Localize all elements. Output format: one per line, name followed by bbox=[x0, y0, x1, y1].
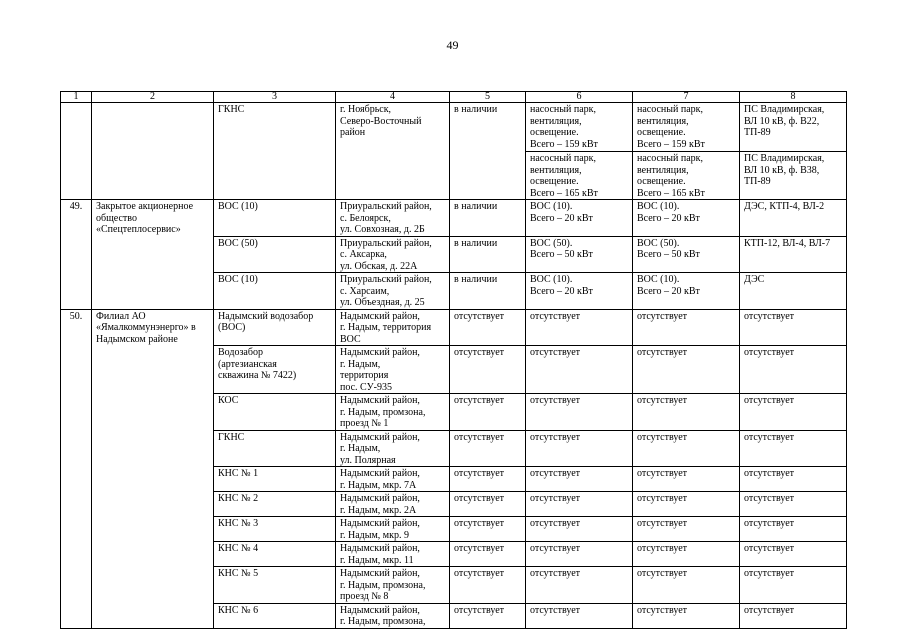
cell-col8 bbox=[740, 467, 847, 492]
cell-col8-text: отсутствует bbox=[744, 347, 795, 358]
cell-address-text: Надымский район, г. Надым, ул. Полярная bbox=[340, 431, 420, 466]
cell-organization-text: Филиал АО «Ямалкоммунэнерго» в Надымском районе bbox=[96, 310, 196, 345]
cell-object bbox=[214, 103, 336, 200]
cell-availability-text: отсутствует bbox=[454, 568, 505, 579]
cell-availability-text: в наличии bbox=[454, 274, 498, 285]
cell-address-text: Приуральский район, с. Белоярск, ул. Совхозная, д. 2Б bbox=[340, 201, 432, 235]
cell-col7-text: ВОС (10). Всего – 20 кВт bbox=[637, 201, 700, 224]
cell-object-text: Водозабор (артезианская скважина № 7422) bbox=[218, 347, 297, 381]
cell-object-text: ВОС (10) bbox=[218, 201, 258, 212]
cell-col6-text: отсутствует bbox=[530, 568, 581, 579]
cell-object-text: ВОС (50) bbox=[218, 237, 258, 249]
table-row bbox=[61, 103, 847, 152]
cell-address-text: Надымский район, г. Надым, мкр. 7А bbox=[340, 468, 420, 491]
cell-address bbox=[336, 200, 450, 237]
cell-object bbox=[214, 517, 336, 542]
cell-col6-text: отсутствует bbox=[530, 431, 581, 443]
cell-address bbox=[336, 394, 450, 431]
cell-col7 bbox=[633, 517, 740, 542]
cell-col6 bbox=[526, 346, 633, 394]
cell-col8 bbox=[740, 542, 847, 567]
cell-availability-text: отсутствует bbox=[454, 518, 505, 529]
cell-object-text: КОС bbox=[218, 395, 239, 406]
cell-col7 bbox=[633, 430, 740, 467]
cell-address-text: Надымский район, г. Надым, промзона, проезд № 1 bbox=[340, 395, 426, 429]
cell-object bbox=[214, 567, 336, 604]
cell-col6-text: отсутствует bbox=[530, 310, 581, 322]
cell-availability bbox=[450, 603, 526, 628]
cell-col8-text: отсутствует bbox=[744, 431, 795, 443]
cell-col8-text: ДЭС, КТП-4, ВЛ-2 bbox=[744, 201, 825, 212]
cell-availability-text: отсутствует bbox=[454, 468, 505, 479]
cell-organization-text: Закрытое акционерное общество «Спецтеплосервис» bbox=[96, 201, 194, 235]
cell-object-text: КНС № 5 bbox=[218, 568, 259, 579]
table-body bbox=[61, 92, 847, 629]
cell-address bbox=[336, 603, 450, 628]
cell-organization bbox=[92, 200, 214, 310]
cell-availability-text: в наличии bbox=[454, 104, 498, 115]
cell-availability bbox=[450, 567, 526, 604]
cell-col7-text: отсутствует bbox=[637, 395, 688, 406]
cell-col8-text: КТП-12, ВЛ-4, ВЛ-7 bbox=[744, 237, 831, 249]
cell-object-text: КНС № 6 bbox=[218, 604, 259, 616]
cell-col6 bbox=[526, 394, 633, 431]
table-row bbox=[61, 309, 847, 346]
column-header: 3 bbox=[214, 92, 336, 103]
cell-col8 bbox=[740, 517, 847, 542]
cell-availability bbox=[450, 517, 526, 542]
cell-col7-text: отсутствует bbox=[637, 431, 688, 443]
cell-col6-text: отсутствует bbox=[530, 604, 581, 616]
column-header: 7 bbox=[633, 92, 740, 103]
cell-col6-text: отсутствует bbox=[530, 347, 581, 358]
cell-col6-text: ВОС (10). Всего – 20 кВт bbox=[530, 274, 593, 297]
cell-col6-text: отсутствует bbox=[530, 493, 581, 504]
cell-col7 bbox=[633, 152, 740, 200]
cell-col7 bbox=[633, 346, 740, 394]
cell-col6 bbox=[526, 467, 633, 492]
cell-object bbox=[214, 236, 336, 273]
cell-address-text: Надымский район, г. Надым, мкр. 9 bbox=[340, 518, 420, 541]
cell-object bbox=[214, 273, 336, 310]
cell-organization bbox=[92, 103, 214, 200]
cell-address bbox=[336, 567, 450, 604]
cell-number-text: 50. bbox=[69, 310, 83, 322]
cell-availability-text: отсутствует bbox=[454, 493, 505, 504]
cell-col6-text: насосный парк, вентиляция, освещение. Всего – 165 кВт bbox=[530, 153, 598, 199]
cell-col8 bbox=[740, 430, 847, 467]
cell-address-text: Надымский район, г. Надым, мкр. 11 bbox=[340, 543, 420, 566]
cell-col6-text: ВОС (10). Всего – 20 кВт bbox=[530, 201, 593, 224]
cell-col7 bbox=[633, 236, 740, 273]
table-row bbox=[61, 200, 847, 237]
cell-object-text: КНС № 2 bbox=[218, 493, 259, 504]
cell-address bbox=[336, 346, 450, 394]
table-header-row bbox=[61, 92, 847, 103]
cell-col6 bbox=[526, 492, 633, 517]
cell-address-text: Надымский район, г. Надым, территория пос. СУ-935 bbox=[340, 347, 420, 393]
cell-col7-text: отсутствует bbox=[637, 468, 688, 479]
cell-col6 bbox=[526, 309, 633, 346]
cell-col7 bbox=[633, 492, 740, 517]
cell-availability bbox=[450, 309, 526, 346]
cell-col6-text: отсутствует bbox=[530, 518, 581, 529]
cell-col6 bbox=[526, 430, 633, 467]
cell-col6 bbox=[526, 200, 633, 237]
cell-col7-text: отсутствует bbox=[637, 543, 688, 554]
cell-availability bbox=[450, 394, 526, 431]
cell-object bbox=[214, 394, 336, 431]
cell-col8 bbox=[740, 567, 847, 604]
cell-col6-text: ВОС (50). Всего – 50 кВт bbox=[530, 237, 593, 260]
cell-number bbox=[61, 309, 92, 628]
cell-availability bbox=[450, 492, 526, 517]
cell-col8-text: отсутствует bbox=[744, 518, 795, 529]
cell-availability-text: отсутствует bbox=[454, 310, 505, 322]
cell-col8-text: отсутствует bbox=[744, 395, 795, 406]
cell-object-text: ВОС (10) bbox=[218, 274, 258, 285]
cell-object bbox=[214, 603, 336, 628]
cell-col6-text: отсутствует bbox=[530, 395, 581, 406]
cell-col6 bbox=[526, 236, 633, 273]
cell-address-text: г. Ноябрьск, Северо-Восточный район bbox=[340, 104, 422, 138]
cell-object bbox=[214, 430, 336, 467]
cell-col6 bbox=[526, 103, 633, 152]
cell-object-text: КНС № 4 bbox=[218, 543, 259, 554]
cell-availability-text: отсутствует bbox=[454, 431, 505, 443]
cell-col8 bbox=[740, 200, 847, 237]
page-number: 49 bbox=[446, 38, 459, 52]
cell-col8-text: ДЭС bbox=[744, 274, 765, 285]
cell-col8-text: отсутствует bbox=[744, 568, 795, 579]
cell-address-text: Надымский район, г. Надым, промзона, проезд № 8 bbox=[340, 568, 426, 602]
cell-col7-text: отсутствует bbox=[637, 568, 688, 579]
cell-col8-text: отсутствует bbox=[744, 604, 795, 616]
cell-availability bbox=[450, 236, 526, 273]
cell-address bbox=[336, 273, 450, 310]
cell-address bbox=[336, 236, 450, 273]
cell-object bbox=[214, 542, 336, 567]
cell-col6-text: насосный парк, вентиляция, освещение. Всего – 159 кВт bbox=[530, 104, 598, 150]
cell-col8 bbox=[740, 394, 847, 431]
cell-availability-text: отсутствует bbox=[454, 604, 505, 616]
cell-address bbox=[336, 309, 450, 346]
cell-col6-text: отсутствует bbox=[530, 468, 581, 479]
data-table bbox=[60, 91, 847, 629]
cell-availability-text: отсутствует bbox=[454, 395, 505, 406]
column-header: 8 bbox=[740, 92, 847, 103]
cell-address-text: Надымский район, г. Надым, промзона, bbox=[340, 604, 426, 627]
cell-col7-text: насосный парк, вентиляция, освещение. Всего – 159 кВт bbox=[637, 104, 705, 150]
cell-number-text: 49. bbox=[69, 201, 83, 212]
cell-col7-text: отсутствует bbox=[637, 604, 688, 616]
cell-col8 bbox=[740, 236, 847, 273]
cell-organization bbox=[92, 309, 214, 628]
cell-object bbox=[214, 467, 336, 492]
cell-availability-text: в наличии bbox=[454, 237, 498, 249]
cell-availability-text: отсутствует bbox=[454, 543, 505, 554]
cell-object bbox=[214, 492, 336, 517]
cell-object bbox=[214, 309, 336, 346]
cell-col7 bbox=[633, 394, 740, 431]
column-header: 4 bbox=[336, 92, 450, 103]
cell-col7 bbox=[633, 309, 740, 346]
cell-col6 bbox=[526, 542, 633, 567]
cell-col8 bbox=[740, 492, 847, 517]
cell-col8-text: ПС Владимирская, ВЛ 10 кВ, ф. В22, ТП-89 bbox=[744, 104, 825, 138]
cell-col8 bbox=[740, 346, 847, 394]
cell-col8-text: отсутствует bbox=[744, 543, 795, 554]
cell-availability bbox=[450, 200, 526, 237]
column-header: 1 bbox=[61, 92, 92, 103]
cell-object-text: КНС № 3 bbox=[218, 518, 259, 529]
cell-address-text: Надымский район, г. Надым, мкр. 2А bbox=[340, 493, 420, 516]
cell-col6 bbox=[526, 517, 633, 542]
cell-object bbox=[214, 200, 336, 237]
cell-col7 bbox=[633, 603, 740, 628]
cell-col7-text: отсутствует bbox=[637, 347, 688, 358]
cell-col7-text: отсутствует bbox=[637, 493, 688, 504]
cell-object-text: Надымский водозабор (ВОС) bbox=[218, 310, 314, 333]
cell-col8-text: отсутствует bbox=[744, 468, 795, 479]
cell-col8 bbox=[740, 309, 847, 346]
cell-col7-text: отсутствует bbox=[637, 518, 688, 529]
cell-col8 bbox=[740, 603, 847, 628]
cell-number bbox=[61, 103, 92, 200]
cell-availability bbox=[450, 467, 526, 492]
cell-number bbox=[61, 200, 92, 310]
cell-col8 bbox=[740, 273, 847, 310]
cell-address bbox=[336, 103, 450, 200]
cell-col7 bbox=[633, 273, 740, 310]
cell-availability bbox=[450, 273, 526, 310]
cell-col7 bbox=[633, 467, 740, 492]
cell-col7-text: ВОС (10). Всего – 20 кВт bbox=[637, 274, 700, 297]
cell-col8-text: ПС Владимирская, ВЛ 10 кВ, ф. В38, ТП-89 bbox=[744, 153, 825, 187]
cell-col8 bbox=[740, 152, 847, 200]
column-header: 2 bbox=[92, 92, 214, 103]
cell-address-text: Приуральский район, с. Харсаим, ул. Объездная, д. 25 bbox=[340, 274, 432, 308]
cell-address bbox=[336, 492, 450, 517]
column-header: 5 bbox=[450, 92, 526, 103]
cell-object-text: ГКНС bbox=[218, 104, 245, 115]
cell-col7 bbox=[633, 542, 740, 567]
cell-address bbox=[336, 542, 450, 567]
cell-address bbox=[336, 467, 450, 492]
cell-col6-text: отсутствует bbox=[530, 543, 581, 554]
cell-availability bbox=[450, 103, 526, 200]
cell-col6 bbox=[526, 273, 633, 310]
cell-col6 bbox=[526, 567, 633, 604]
cell-object-text: ГКНС bbox=[218, 431, 245, 443]
cell-availability bbox=[450, 542, 526, 567]
cell-col7-text: насосный парк, вентиляция, освещение. Всего – 165 кВт bbox=[637, 153, 705, 199]
cell-col8 bbox=[740, 103, 847, 152]
cell-availability-text: отсутствует bbox=[454, 347, 505, 358]
cell-col6 bbox=[526, 603, 633, 628]
cell-col7 bbox=[633, 200, 740, 237]
cell-col7-text: отсутствует bbox=[637, 310, 688, 322]
cell-address bbox=[336, 430, 450, 467]
cell-address bbox=[336, 517, 450, 542]
cell-col7 bbox=[633, 103, 740, 152]
cell-address-text: Приуральский район, с. Аксарка, ул. Обская, д. 22А bbox=[340, 237, 432, 272]
cell-col6 bbox=[526, 152, 633, 200]
cell-availability bbox=[450, 346, 526, 394]
cell-col7 bbox=[633, 567, 740, 604]
cell-col8-text: отсутствует bbox=[744, 310, 795, 322]
column-header: 6 bbox=[526, 92, 633, 103]
cell-col8-text: отсутствует bbox=[744, 493, 795, 504]
cell-object-text: КНС № 1 bbox=[218, 468, 259, 479]
cell-availability-text: в наличии bbox=[454, 201, 498, 212]
cell-col7-text: ВОС (50). Всего – 50 кВт bbox=[637, 237, 700, 260]
cell-address-text: Надымский район, г. Надым, территория ВОС bbox=[340, 310, 432, 345]
cell-object bbox=[214, 346, 336, 394]
cell-availability bbox=[450, 430, 526, 467]
